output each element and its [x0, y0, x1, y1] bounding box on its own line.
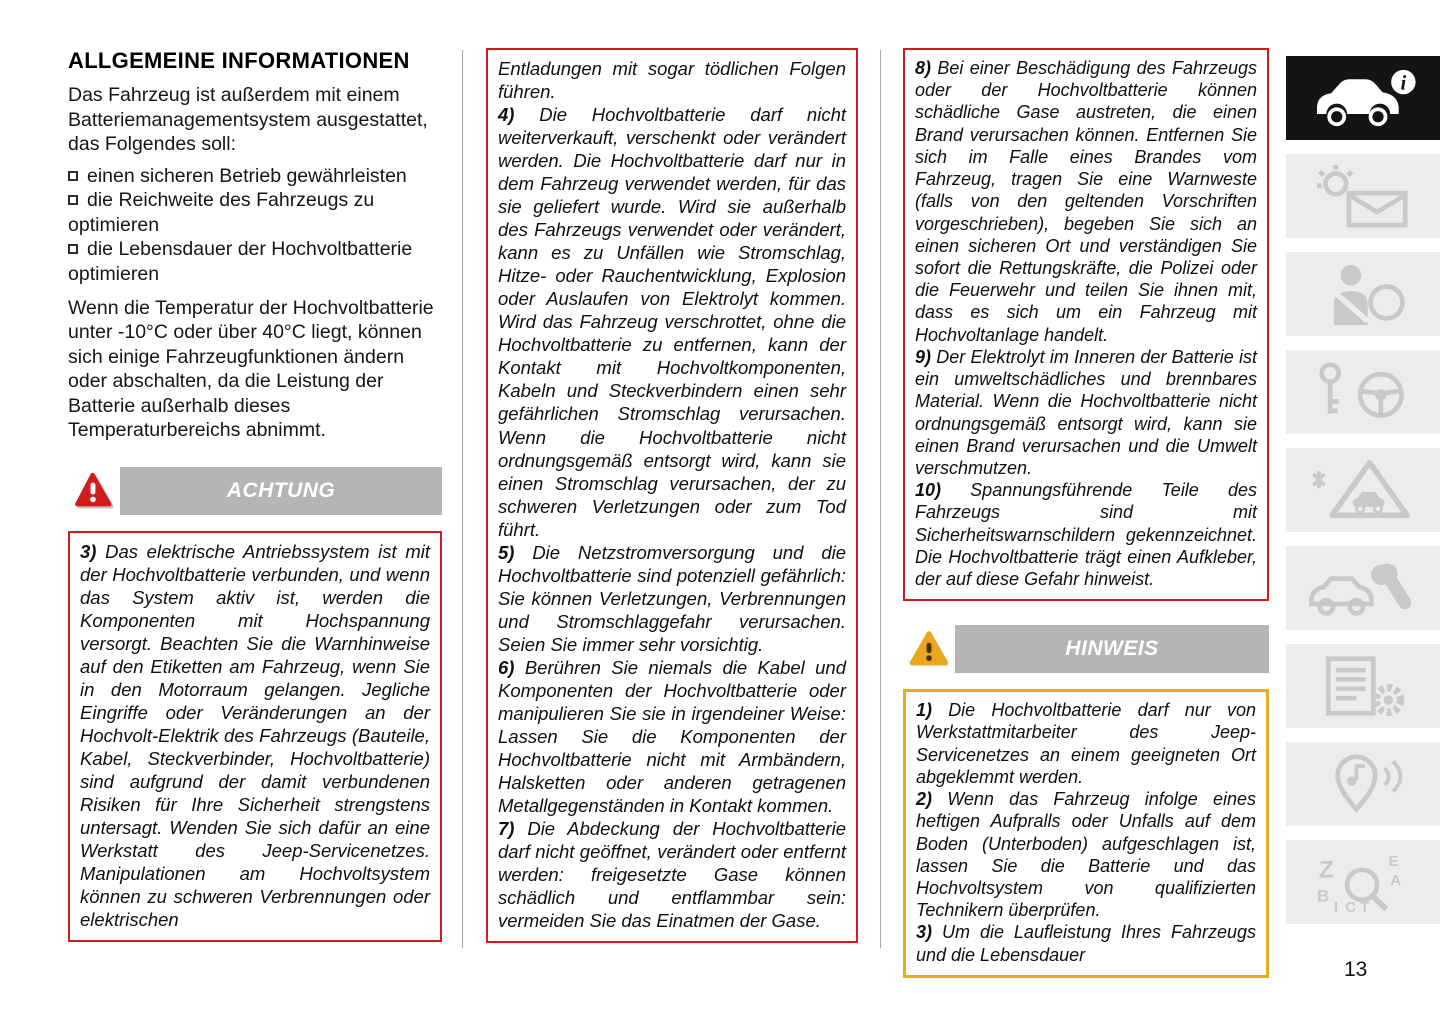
- warning-item: [498, 103, 846, 541]
- warning-item: [915, 479, 1257, 590]
- sidebar-tab-multimedia: [1286, 742, 1440, 826]
- square-bullet-icon: [68, 171, 78, 181]
- item-number: 2): [916, 789, 933, 810]
- item-text: Der Elektrolyt im Inneren der Batterie ist ein umweltschädliches und brennbares Material. Wenn die Hochvoltbatterie nicht ordnungsgemäß entsorgt wird, kann sie einen Brand verursachen und die Umwelt verschmutzen.: [915, 346, 1257, 478]
- note-item: [916, 921, 1256, 965]
- car-info-icon: [1302, 63, 1424, 133]
- svg-text:i: i: [1400, 72, 1407, 95]
- emergency-triangle-icon: [1302, 455, 1424, 525]
- warning-item: [498, 541, 846, 656]
- sidebar-tab-safety: [1286, 252, 1440, 336]
- item-number: 8): [915, 58, 932, 78]
- page-number: 13: [1344, 958, 1368, 981]
- caution-triangle-icon: [908, 628, 950, 670]
- item-text: Die Abdeckung der Hochvoltbatterie darf nicht geöffnet, verändert oder entfernt werden: freigesetzte Gase können schädlich und entflammbar sein: vermeiden Sie das Einatmen der Gase.: [498, 818, 846, 932]
- page-title: ALLGEMEINE INFORMATIONEN: [68, 48, 410, 73]
- banner-icon-box: [68, 467, 120, 515]
- warning-continuation: Entladungen mit sogar tödlichen Folgen führen.: [498, 58, 846, 103]
- left-column: [68, 48, 442, 942]
- item-number: 10): [915, 480, 942, 501]
- item-number: 5): [498, 541, 515, 563]
- list-item: [68, 164, 442, 189]
- service-and-maintenance-icon: [1302, 553, 1424, 623]
- item-number: 6): [498, 656, 515, 678]
- item-text: Die Netzstromversorgung und die Hochvoltbatterie sind potenziell gefährlich: Sie können Verletzungen, Verbrennungen und Stromschlaggefahr verursachen. Seien Sie immer sehr vorsichtig.: [498, 541, 847, 655]
- bullet-text: einen sicheren Betrieb gewährleisten: [87, 164, 407, 187]
- achtung-banner: [68, 467, 442, 515]
- multimedia-icon: [1302, 749, 1424, 819]
- technical-data-icon: [1302, 651, 1424, 721]
- bullet-list: [68, 164, 442, 287]
- sidebar-tab-vehicle-info: [1286, 56, 1440, 140]
- item-number: 1): [916, 700, 933, 721]
- svg-text:I: I: [1333, 899, 1339, 917]
- sidebar-tab-emergency: [1286, 448, 1440, 532]
- sidebar-tab-maintenance: [1286, 546, 1440, 630]
- item-text: Die Hochvoltbatterie darf nicht weiterverkauft, verschenkt oder verändert werden. Die Hochvoltbatterie darf nur in dem Fahrzeug verwendet werden, für das sie geliefert wurde. Wird sie außerhalb des Fahrzeugs verwendet oder verändert, kann es zu Unfällen wie Stromschlag, Hitze- oder Rauchentwicklung, Explosion oder Auslaufen von Elektrolyt kommen. Wird das Fahrzeug verschrottet, ohne die Hochvoltbatterie zu entfernen, kann der Kontakt mit Hochvoltkomponenten, Kabeln und Steckverbindern einen sehr gefährlichen Stromschlag verursachen. Wenn die Hochvoltbatterie nicht ordnungsgemäß entsorgt wird, kann sie einen Stromschlag verursachen, der zu schweren Verletzungen oder zum Tod führt.: [498, 104, 847, 540]
- warning-box-right: [903, 48, 1269, 601]
- temperature-paragraph: Wenn die Temperatur der Hochvoltbatterie unter -10°C oder über 40°C liegt, können sich einige Fahrzeugfunktionen ändern oder abschalten, da die Leistung der Batterie außerhalb dieses Temperaturbereichs abnimmt.: [68, 296, 434, 442]
- note-box: [903, 689, 1269, 978]
- intro-paragraph: Das Fahrzeug ist außerdem mit einem Batteriemanagementsystem ausgestattet, das Folgendes soll:: [68, 84, 428, 156]
- item-text: Wenn das Fahrzeug infolge eines heftigen Aufpralls oder Unfalls auf dem Boden (Unterboden) aufgeschlagen ist, lassen Sie die Batterie und das Hochvoltsystem von qualifizierten Technikern überprüfen.: [916, 789, 1256, 921]
- svg-text:B: B: [1317, 886, 1330, 906]
- middle-column: [486, 48, 858, 943]
- starting-and-driving-icon: [1302, 357, 1424, 427]
- sidebar-tab-lights-messages: [1286, 154, 1440, 238]
- banner-label: HINWEIS: [1065, 637, 1159, 661]
- item-text: Das elektrische Antriebssystem ist mit der Hochvoltbatterie verbunden, und wenn das System aktiv ist, werden die Komponenten mit Hochspannung versorgt. Beachten Sie die Warnhinweise auf den Etiketten am Fahrzeug, wenn Sie in den Motorraum gelangen. Jegliche Eingriffe oder Veränderungen an der Hochvolt-Elektrik des Fahrzeugs (Bauteile, Kabel, Steckverbinder, Hochvoltbatterie) sind aufgrund der damit verbundenen Risiken für Ihre Sicherheit strengstens untersagt. Wenden Sie sich dafür an eine Werkstatt des Jeep-Servicenetzes. Manipulationen am Hochvoltsystem können zu schweren Verbrennungen oder elektrischen: [80, 540, 430, 931]
- item-number: 9): [915, 346, 932, 367]
- warning-box-middle: [486, 48, 858, 943]
- sidebar-tab-index: [1286, 840, 1440, 924]
- alphabetical-index-icon: [1302, 847, 1424, 917]
- section-tab-strip: [1286, 56, 1440, 938]
- sidebar-tab-technical-data: [1286, 644, 1440, 728]
- svg-text:A: A: [1390, 871, 1402, 889]
- item-text: Bei einer Beschädigung des Fahrzeugs oder der Hochvoltbatterie können schädliche Gase austreten, die einen Brand verursachen können. Entfernen Sie sich im Falle eines Brandes vom Fahrzeug, tragen Sie eine Warnweste (falls von den geltenden Vorschriften vorgeschrieben), begeben Sie sich an einen sicheren Ort und verständigen Sie sofort die Rettungskräfte, die Polizei oder die Feuerwehr und teilen Sie ihnen mit, dass es sich um ein Fahrzeug mit Hochvoltanlage handelt.: [915, 58, 1257, 345]
- square-bullet-icon: [68, 244, 78, 254]
- bullet-text: die Reichweite des Fahrzeugs zu optimieren: [68, 189, 375, 236]
- note-item: [916, 699, 1256, 788]
- banner-label: ACHTUNG: [226, 478, 336, 502]
- warning-item: [915, 57, 1257, 346]
- item-text: Spannungsführende Teile des Fahrzeugs sind mit Sicherheitswarnschildern gekennzeichnet. Die Hochvoltbatterie trägt einen Aufkleber, der auf diese Gefahr hinweist.: [915, 480, 1257, 590]
- item-text: Um die Laufleistung Ihres Fahrzeugs und die Lebensdauer: [916, 922, 1256, 965]
- square-bullet-icon: [68, 195, 78, 205]
- bullet-text: die Lebensdauer der Hochvoltbatterie optimieren: [68, 238, 413, 285]
- svg-text:C: C: [1345, 899, 1357, 917]
- svg-text:Z: Z: [1318, 856, 1334, 884]
- sidebar-tab-starting-driving: [1286, 350, 1440, 434]
- safety-airbag-icon: [1302, 259, 1424, 329]
- item-number: 7): [498, 818, 515, 840]
- warning-item: [915, 346, 1257, 479]
- column-divider: [462, 50, 463, 948]
- item-number: 3): [916, 922, 933, 943]
- item-text: Die Hochvoltbatterie darf nur von Werkstattmitarbeiter des Jeep-Servicenetzes an einem geeigneten Ort abgeklemmt werden.: [916, 700, 1256, 787]
- banner-icon-box: [903, 625, 955, 673]
- warning-box-left: [68, 531, 442, 943]
- list-item: [68, 188, 442, 237]
- right-column: [903, 48, 1269, 978]
- lights-and-messages-icon: [1302, 161, 1424, 231]
- note-item: [916, 788, 1256, 921]
- svg-text:T: T: [1360, 899, 1370, 917]
- warning-item: [498, 817, 846, 932]
- warning-item: [80, 540, 430, 932]
- item-number: 3): [80, 540, 97, 562]
- list-item: [68, 237, 442, 286]
- hinweis-banner: [903, 625, 1269, 673]
- svg-text:E: E: [1388, 853, 1399, 871]
- column-divider: [880, 50, 881, 948]
- item-text: Berühren Sie niemals die Kabel und Komponenten der Hochvoltbatterie oder manipulieren Sie sie in irgendeiner Weise: Lassen Sie die Komponenten der Hochvoltbatterie nicht mit Armbändern, Halsketten oder anderen getragenen Metallgegenständen in Kontakt kommen.: [498, 656, 847, 816]
- warning-item: [498, 656, 846, 817]
- warning-triangle-icon: [73, 470, 115, 512]
- item-number: 4): [498, 104, 515, 126]
